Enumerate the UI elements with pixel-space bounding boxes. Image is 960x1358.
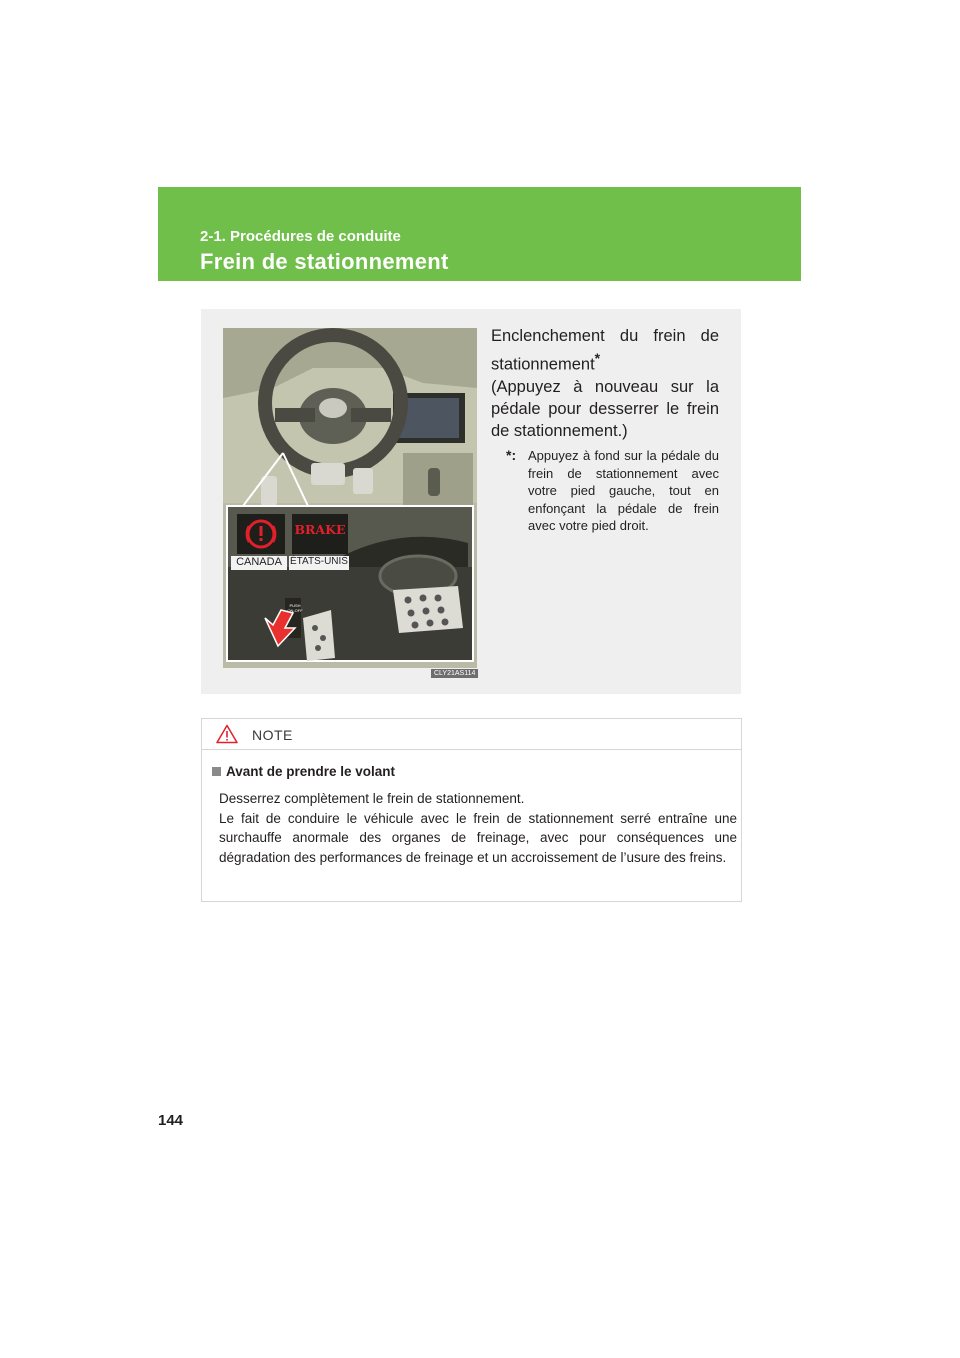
caption-parenthetical: (Appuyez à nouveau sur la pédale pour desserrer le frein de stationnement.) — [491, 377, 719, 440]
warning-icon — [216, 724, 238, 744]
chapter-header — [158, 187, 801, 281]
note-label: NOTE — [252, 727, 293, 743]
square-bullet-icon — [212, 767, 221, 776]
footnote-mark: *: — [506, 447, 517, 463]
label-usa: ÉTATS-UNIS — [290, 556, 348, 567]
illustration-caption — [491, 325, 719, 442]
note-subheading — [212, 764, 395, 779]
image-code: CLY21AS114 — [431, 669, 478, 678]
note-header — [202, 719, 741, 750]
illustration-panel — [201, 309, 741, 694]
caption-text: Enclenchement du frein de stationnement — [491, 327, 719, 374]
page-number: 144 — [158, 1112, 184, 1129]
pedal-label-push: PUSH — [289, 603, 301, 608]
footnote-text: Appuyez à fond sur la pédale du frein de stationnement avec votre pied gauche, tout en enfonçant la pédale de frein avec votre pied droit. — [528, 448, 719, 533]
parking-brake-photo — [223, 328, 477, 668]
note-paragraph-2: Le fait de conduire le véhicule avec le frein de stationnement serré entraîne une surchauffe anormale des organes de freinage, avec pour conséquences une dégradation des performances de freinage et un accroissement de l’usure des freins. — [219, 810, 737, 865]
note-body — [219, 789, 737, 867]
note-box — [201, 718, 742, 902]
section-label: 2-1. Procédures de conduite — [200, 228, 401, 245]
label-canada: CANADA — [236, 556, 282, 568]
illustration-footnote — [506, 447, 719, 535]
pedal-label — [286, 603, 304, 613]
page-title: Frein de stationnement — [200, 249, 449, 274]
caption-footnote-mark: * — [594, 350, 601, 366]
note-paragraph-1: Desserrez complètement le frein de stationnement. — [219, 791, 525, 806]
note-subheading-text: Avant de prendre le volant — [226, 764, 396, 779]
brake-lamp-usa: BRAKE — [294, 522, 346, 537]
pedal-label-onoff: ON-OFF — [287, 608, 303, 613]
